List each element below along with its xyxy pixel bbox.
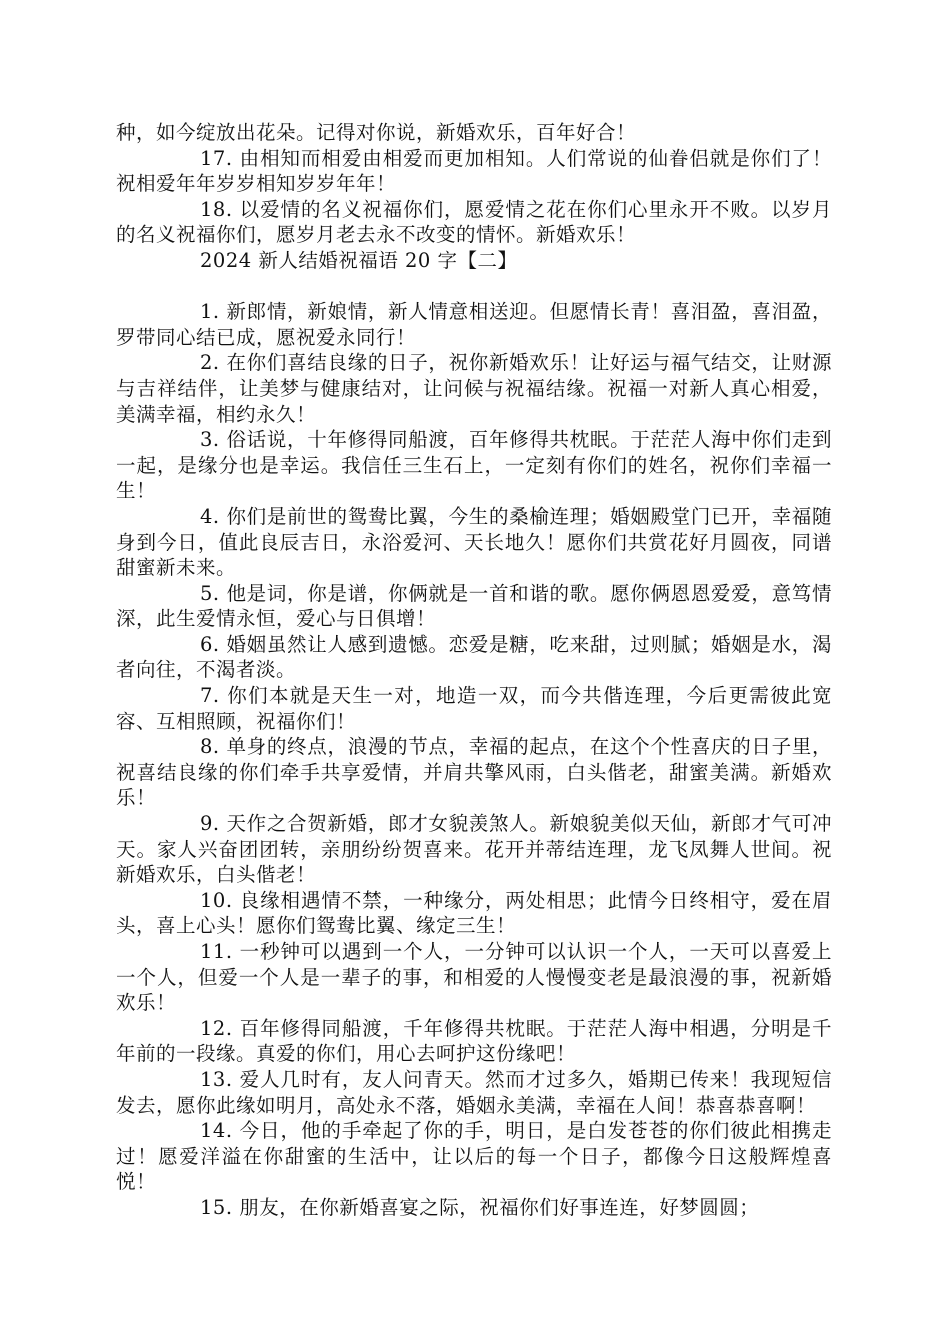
carryover-paragraph: 种，如今绽放出花朵。记得对你说，新婚欢乐，百年好合！ bbox=[116, 121, 637, 144]
paragraph-12: 12. 百年修得同船渡，千年修得共枕眠。于茫茫人海中相遇，分明是千年前的一段缘。真爱的你们，用心去呵护这份缘吧！ bbox=[116, 1016, 832, 1066]
paragraph-14: 14. 今日，他的手牵起了你的手，明日，是白发苍苍的你们彼此相携走过！愿爱洋溢在你甜蜜的生活中，让以后的每一个日子，都像今日这般辉煌喜悦！ bbox=[116, 1119, 832, 1194]
paragraph-2: 2. 在你们喜结良缘的日子，祝你新婚欢乐！让好运与福气结交，让财源与吉祥结伴，让美梦与健康结对，让问候与祝福结缘。祝福一对新人真心相爱，美满幸福，相约永久！ bbox=[116, 351, 832, 426]
paragraph-15: 15. 朋友，在你新婚喜宴之际，祝福你们好事连连，好梦圆圆； bbox=[200, 1195, 760, 1219]
paragraph-18: 18. 以爱情的名义祝福你们，愿爱情之花在你们心里永开不败。以岁月的名义祝福你们，愿岁月老去永不改变的情怀。新婚欢乐！ bbox=[116, 197, 832, 247]
blank-line bbox=[116, 274, 832, 300]
paragraph-1: 1. 新郎情，新娘情，新人情意相送迎。但愿情长青！喜泪盈，喜泪盈，罗带同心结已成，愿祝爱永同行！ bbox=[116, 300, 832, 349]
paragraph-4: 4. 你们是前世的鸳鸯比翼，今生的桑榆连理；婚姻殿堂门已开，幸福随身到今日，值此良辰吉日，永浴爱河、天长地久！愿你们共赏花好月圆夜，同谱甜蜜新未来。 bbox=[116, 504, 832, 580]
paragraph-6: 6. 婚姻虽然让人感到遗憾。恋爱是糖，吃来甜，过则腻；婚姻是水，渴者向往，不渴者淡。 bbox=[116, 632, 832, 682]
paragraph-13: 13. 爱人几时有，友人问青天。然而才过多久，婚期已传来！我现短信发去，愿你此缘如明月，高处永不落，婚姻永美满，幸福在人间！恭喜恭喜啊！ bbox=[116, 1067, 832, 1117]
section-heading: 2024 新人结婚祝福语 20 字【二】 bbox=[200, 248, 518, 272]
paragraph-5: 5. 他是词，你是谱，你俩就是一首和谐的歌。愿你俩恩恩爱爱，意笃情深，此生爱情永恒，爱心与日俱增！ bbox=[116, 581, 832, 631]
paragraph-7: 7. 你们本就是天生一对，地造一双，而今共偕连理，今后更需彼此宽容、互相照顾，祝福你们！ bbox=[116, 684, 832, 733]
paragraph-17: 17. 由相知而相爱由相爱而更加相知。人们常说的仙眷侣就是你们了！祝相爱年年岁岁相知岁岁年年！ bbox=[116, 146, 832, 196]
paragraph-8: 8. 单身的终点，浪漫的节点，幸福的起点，在这个个性喜庆的日子里，祝喜结良缘的你们牵手共享爱情，并肩共擎风雨，白头偕老，甜蜜美满。新婚欢乐！ bbox=[116, 735, 832, 810]
document-body bbox=[116, 120, 832, 1221]
paragraph-3: 3. 俗话说，十年修得同船渡，百年修得共枕眠。于茫茫人海中你们走到一起，是缘分也是幸运。我信任三生石上，一定刻有你们的姓名，祝你们幸福一生！ bbox=[116, 428, 832, 503]
paragraph-10: 10. 良缘相遇情不禁，一种缘分，两处相思；此情今日终相守，爱在眉头，喜上心头！愿你们鸳鸯比翼、缘定三生！ bbox=[116, 888, 832, 938]
paragraph-9: 9. 天作之合贺新婚，郎才女貌羡煞人。新娘貌美似天仙，新郎才气可冲天。家人兴奋团团转，亲朋纷纷贺喜来。花开并蒂结连理，龙飞凤舞人世间。祝新婚欢乐，白头偕老！ bbox=[116, 812, 832, 887]
paragraph-11: 11. 一秒钟可以遇到一个人，一分钟可以认识一个人，一天可以喜爱上一个人，但爱一个人是一辈子的事，和相爱的人慢慢变老是最浪漫的事，祝新婚欢乐！ bbox=[116, 940, 832, 1015]
